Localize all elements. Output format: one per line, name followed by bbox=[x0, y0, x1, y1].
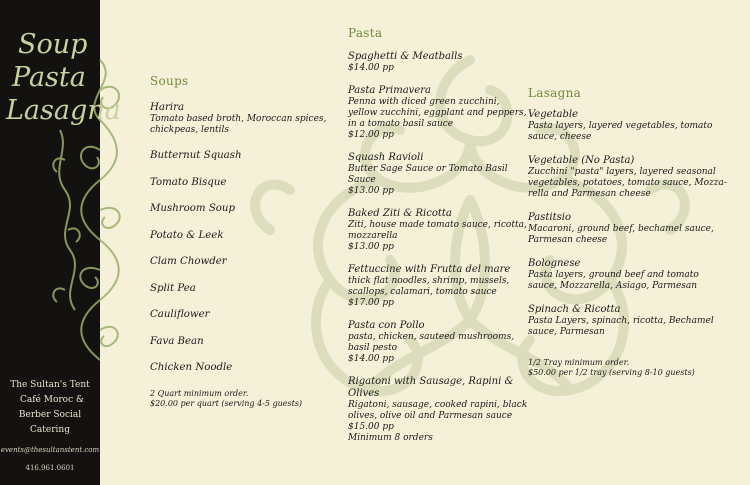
list-item bbox=[150, 230, 330, 242]
note-line: 2 Quart minimum order. bbox=[150, 388, 249, 398]
item-description: Pasta layers, layered vegetables, tomato sauce, cheese bbox=[528, 120, 713, 142]
item-description: pasta, chicken, sauteed mushrooms, basil pesto bbox=[348, 331, 515, 353]
item-name: Pasta con Pollo bbox=[348, 319, 425, 331]
item-description: Tomato based broth, Moroccan spices, chickpeas, lentils bbox=[150, 113, 327, 135]
item-description: Ziti, house made tomato sauce, ricotta, mozzarella bbox=[348, 219, 527, 241]
item-name: Squash Ravioli bbox=[348, 151, 424, 163]
item-name: Harira bbox=[150, 101, 185, 113]
item-description: Rigatoni, sausage, cooked rapini, black olives, olive oil and Parmesan sauce bbox=[348, 399, 528, 421]
item-description: Butter Sage Sauce or Tomato Basil Sauce bbox=[348, 163, 508, 185]
list-item bbox=[150, 362, 330, 374]
item-description: Pasta Layers, spinach, ricotta, Bechamel sauce, Parmesan bbox=[528, 315, 714, 337]
item-name: Chicken Noodle bbox=[150, 362, 233, 374]
item-name: Vegetable bbox=[528, 108, 579, 120]
contact-email: events@thesultanstent.com bbox=[0, 446, 100, 454]
item-name: Fava Bean bbox=[150, 335, 204, 347]
list-item bbox=[528, 109, 728, 143]
lasagna-column bbox=[528, 88, 728, 378]
title-line-lasagna: Lasagna bbox=[6, 95, 121, 126]
item-name: Butternut Squash bbox=[150, 150, 242, 162]
item-minimum: Minimum 8 orders bbox=[348, 432, 433, 443]
brand-line-1: The Sultan's Tent bbox=[10, 380, 90, 390]
item-name: Rigatoni with Sausage, Rapini & Olives bbox=[348, 375, 514, 399]
item-description: Penna with diced green zucchini, yellow zucchini, eggplant and peppers, in a tomato basil sauce bbox=[348, 96, 527, 129]
pasta-column bbox=[348, 28, 528, 455]
soups-heading: Soups bbox=[150, 74, 189, 88]
note-line: $20.00 per quart (serving 4-5 guests) bbox=[150, 398, 303, 408]
list-item bbox=[348, 208, 528, 253]
item-description: Pasta layers, ground beef and tomato sauce, Mozzarella, Asiago, Parmesan bbox=[528, 269, 699, 291]
order-note bbox=[150, 389, 330, 409]
list-item bbox=[348, 264, 528, 309]
page-title bbox=[0, 28, 121, 127]
item-name: Pastitsio bbox=[528, 211, 571, 223]
title-line-pasta: Pasta bbox=[12, 62, 86, 93]
item-name: Vegetable (No Pasta) bbox=[528, 154, 635, 166]
brand-line-2: Café Moroc & bbox=[19, 395, 85, 405]
order-note bbox=[528, 358, 728, 378]
list-item bbox=[150, 150, 330, 162]
note-line: $50.00 per 1/2 tray (serving 8-10 guests) bbox=[528, 367, 695, 377]
item-name: Spinach & Ricotta bbox=[528, 303, 621, 315]
list-item bbox=[348, 51, 528, 74]
item-price: $13.00 pp bbox=[348, 185, 394, 196]
item-price: $14.00 pp bbox=[348, 353, 394, 364]
item-name: Mushroom Soup bbox=[150, 203, 236, 215]
item-name: Spaghetti & Meatballs bbox=[348, 50, 463, 62]
brand-line-3: Berber Social Catering bbox=[18, 410, 82, 435]
list-item bbox=[150, 203, 330, 215]
item-price: $15.00 pp bbox=[348, 421, 394, 432]
lasagna-heading: Lasagna bbox=[528, 86, 582, 100]
list-item bbox=[348, 320, 528, 365]
list-item bbox=[528, 212, 728, 246]
item-name: Baked Ziti & Ricotta bbox=[348, 207, 452, 219]
list-item bbox=[348, 85, 528, 141]
item-price: $17.00 pp bbox=[348, 297, 394, 308]
list-item bbox=[528, 304, 728, 338]
list-item bbox=[348, 152, 528, 197]
list-item bbox=[150, 283, 330, 295]
list-item bbox=[150, 102, 330, 136]
item-name: Split Pea bbox=[150, 282, 196, 294]
item-name: Pasta Primavera bbox=[348, 84, 431, 96]
item-price: $12.00 pp bbox=[348, 129, 394, 140]
item-name: Cauliflower bbox=[150, 309, 210, 321]
item-description: Macaroni, ground beef, bechamel sauce, Parmesan cheese bbox=[528, 223, 714, 245]
item-name: Clam Chowder bbox=[150, 256, 227, 268]
note-line: 1/2 Tray minimum order. bbox=[528, 357, 630, 367]
list-item bbox=[150, 177, 330, 189]
list-item bbox=[150, 309, 330, 321]
item-name: Potato & Leek bbox=[150, 229, 224, 241]
list-item bbox=[528, 155, 728, 200]
contact-phone: 416.961.0601 bbox=[25, 464, 75, 472]
item-price: $14.00 pp bbox=[348, 62, 394, 73]
item-name: Bolognese bbox=[528, 257, 581, 269]
list-item bbox=[150, 256, 330, 268]
list-item bbox=[150, 336, 330, 348]
item-name: Fettuccine with Frutta del mare bbox=[348, 263, 511, 275]
contact-block bbox=[0, 441, 100, 477]
item-name: Tomato Bisque bbox=[150, 176, 227, 188]
pasta-heading: Pasta bbox=[348, 26, 383, 40]
list-item bbox=[348, 376, 528, 444]
item-price: $13.00 pp bbox=[348, 241, 394, 252]
item-description: thick flat noodles, shrimp, mussels, scallops, calamari, tomato sauce bbox=[348, 275, 510, 297]
list-item bbox=[528, 258, 728, 292]
title-line-soup: Soup bbox=[18, 29, 88, 60]
item-description: Zucchini "pasta" layers, layered seasonal vegetables, potatoes, tomato sauce, Mozza-rella and Parmesan cheese bbox=[528, 166, 727, 199]
brand-block bbox=[0, 378, 100, 438]
soups-column bbox=[150, 76, 330, 409]
